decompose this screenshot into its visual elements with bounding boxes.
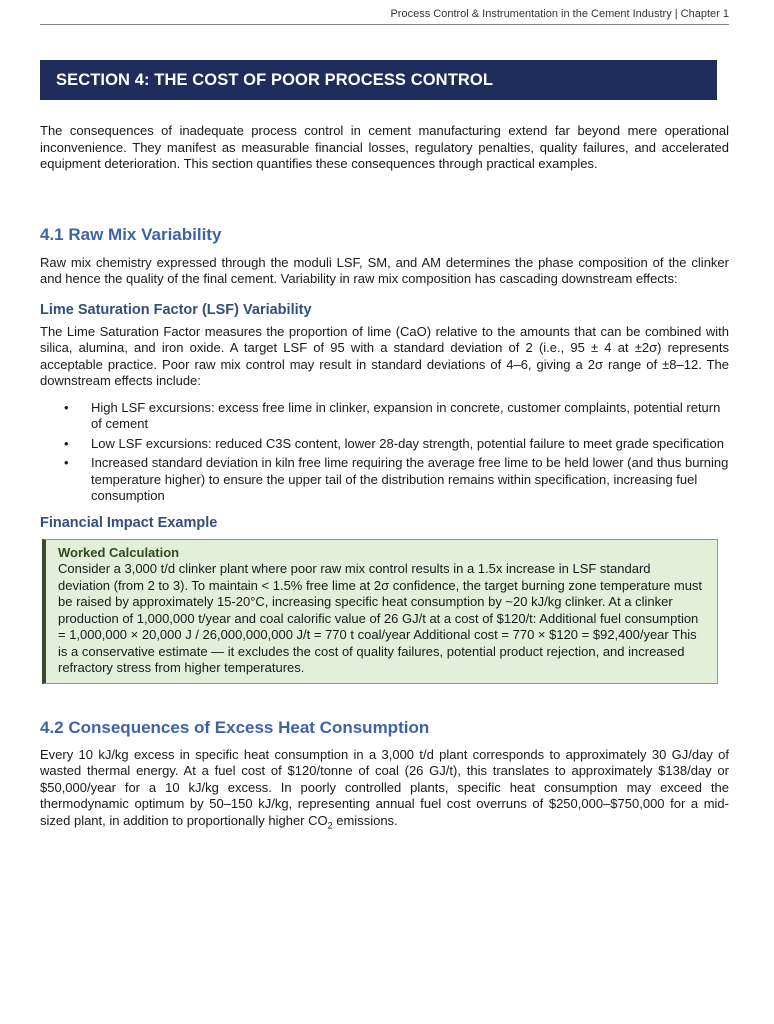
list-item <box>40 455 729 505</box>
bullet-marker: • <box>64 435 69 451</box>
section-intro: The consequences of inadequate process control in cement manufacturing extend far beyond mere operational inconvenience. They manifest as measurable financial losses, regulatory penalties, quality failures, and accelerated equipment deterioration. This section quantifies these consequences through practical examples. <box>40 123 729 171</box>
section-banner: SECTION 4: THE COST OF POOR PROCESS CONTROL <box>40 60 717 100</box>
bullet-marker: • <box>64 399 69 415</box>
effects-list <box>40 400 729 505</box>
running-header: Process Control & Instrumentation in the Cement Industry | Chapter 1 <box>40 8 729 25</box>
bullet-marker: • <box>64 455 69 470</box>
callout-title: Worked Calculation <box>58 544 180 560</box>
page-content <box>40 123 729 834</box>
paragraph-4-2-end: emissions. <box>332 812 398 828</box>
list-item <box>40 436 729 453</box>
list-item-text: Increased standard deviation in kiln free lime requiring the average free lime to be held lower (and thus burning temperature higher) to ensure the upper tail of the distribution remains within specification, increasing fuel consumption <box>91 455 729 503</box>
callout-text: Consider a 3,000 t/d clinker plant where poor raw mix control results in a 1.5x increase in LSF standard deviation (from 2 to 3). To maintain < 1.5% free lime at 2σ confidence, the target burning zone temperature must be raised by approximately 15-20°C, increasing specific heat consumption by ~20 kJ/kg clinker. At a clinker production of 1,000,000 t/year and coal calorific value of 26 GJ/t at a cost of $120/t: Additional fuel consumption = 1,000,000 × 20,000 J / 26,000,000,000 J/t = 770 t coal/year Additional cost = 770 × $120 = $92,400/year This is a conservative estimate — it excludes the cost of quality failures, potential product rejection, and increased refractory stress from higher temperatures. <box>58 561 703 675</box>
paragraph-4-2 <box>40 747 729 834</box>
paragraph-4-1: Raw mix chemistry expressed through the moduli LSF, SM, and AM determines the phase composition of the clinker and hence the quality of the final cement. Variability in raw mix composition has cascading downstream effects: <box>40 254 729 286</box>
heading-4-2: 4.2 Consequences of Excess Heat Consumption <box>40 717 430 737</box>
list-item-text: High LSF excursions: excess free lime in clinker, expansion in concrete, customer complaints, potential return of cement <box>91 399 721 431</box>
paragraph-4-2-main: Every 10 kJ/kg excess in specific heat consumption in a 3,000 t/d plant corresponds to approximately 30 GJ/day of wasted thermal energy. At a fuel cost of $120/tonne of coal (26 GJ/t), this translates to approximately $138/day or $50,000/year for a 10 kJ/kg excess. In poorly controlled plants, specific heat consumption may exceed the thermodynamic optimum by 50–150 kJ/kg, representing annual fuel cost overruns of $250,000–$750,000 for a mid-sized plant, in addition to proportionally higher CO <box>40 746 729 828</box>
heading-4-1: 4.1 Raw Mix Variability <box>40 224 222 244</box>
list-item-text: Low LSF excursions: reduced C3S content, lower 28-day strength, potential failure to meet grade specification <box>91 435 725 451</box>
co2-subscript: 2 <box>327 820 333 831</box>
heading-financial-impact: Financial Impact Example <box>40 514 218 531</box>
paragraph-lsf: The Lime Saturation Factor measures the proportion of lime (CaO) relative to the amounts that can be combined with silica, alumina, and iron oxide. A target LSF of 95 with a standard deviation of 2 (i.e., 95 ± 4 at ±2σ) represents acceptable practice. Poor raw mix control may result in standard deviations of 4–6, giving a 2σ range of ±8–12. The downstream effects include: <box>40 323 729 388</box>
worked-calculation-callout <box>42 539 718 684</box>
list-item <box>40 400 729 433</box>
heading-lsf-variability: Lime Saturation Factor (LSF) Variability <box>40 301 312 318</box>
